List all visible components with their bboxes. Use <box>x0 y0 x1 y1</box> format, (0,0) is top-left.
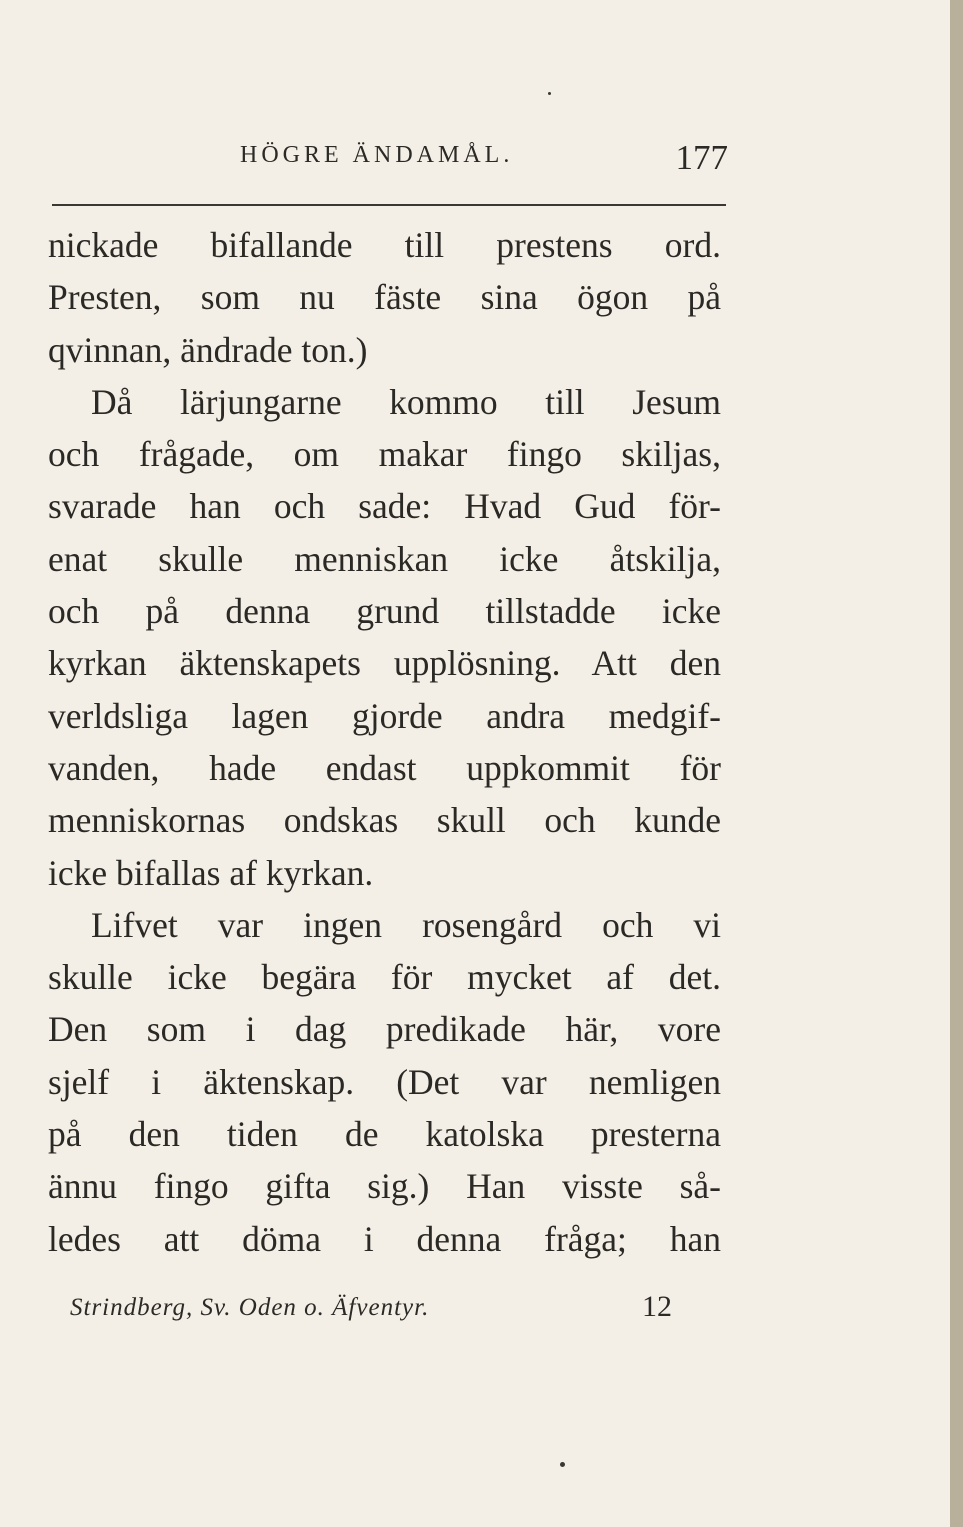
text-line: på den tiden de katolska presterna <box>48 1114 721 1155</box>
text-line: enat skulle menniskan icke åtskilja, <box>48 538 721 579</box>
text-line: menniskornas ondskas skull och kunde <box>48 800 721 841</box>
body-text <box>48 219 721 1265</box>
text-line: ledes att döma i denna fråga; han <box>48 1218 721 1259</box>
running-head: HÖGRE ÄNDAMÅL. <box>240 142 514 168</box>
signature-number: 12 <box>642 1290 672 1323</box>
text-line: Då lärjungarne kommo till Jesum <box>91 381 721 422</box>
text-line: Den som i dag predikade här, vore <box>48 1009 721 1050</box>
text-line: svarade han och sade: Hvad Gud för- <box>48 486 721 527</box>
paper-speck <box>560 1462 565 1467</box>
text-line: qvinnan, ändrade ton.) <box>48 329 368 370</box>
text-line: icke bifallas af kyrkan. <box>48 852 374 893</box>
paper-speck <box>548 92 551 95</box>
text-line: sjelf i äktenskap. (Det var nemligen <box>48 1061 721 1102</box>
text-line: Lifvet var ingen rosengård och vi <box>91 904 721 945</box>
text-line: och frågade, om makar fingo skiljas, <box>48 434 721 475</box>
text-line: verldsliga lagen gjorde andra medgif- <box>48 695 721 736</box>
header-rule <box>52 204 726 206</box>
page-number: 177 <box>675 138 728 177</box>
text-line: ännu fingo gifta sig.) Han visste så- <box>48 1166 721 1207</box>
page-footer <box>70 1290 690 1330</box>
page-header <box>48 138 728 188</box>
text-line: kyrkan äktenskapets upplösning. Att den <box>48 643 721 684</box>
text-line: och på denna grund tillstadde icke <box>48 591 721 632</box>
text-line: nickade bifallande till prestens ord. <box>48 225 721 265</box>
page-edge <box>950 0 963 1527</box>
text-line: Presten, som nu fäste sina ögon på <box>48 277 721 318</box>
signature-mark: Strindberg, Sv. Oden o. Äfventyr. <box>70 1294 430 1321</box>
text-line: skulle icke begära för mycket af det. <box>48 957 721 998</box>
text-line: vanden, hade endast uppkommit för <box>48 747 721 788</box>
